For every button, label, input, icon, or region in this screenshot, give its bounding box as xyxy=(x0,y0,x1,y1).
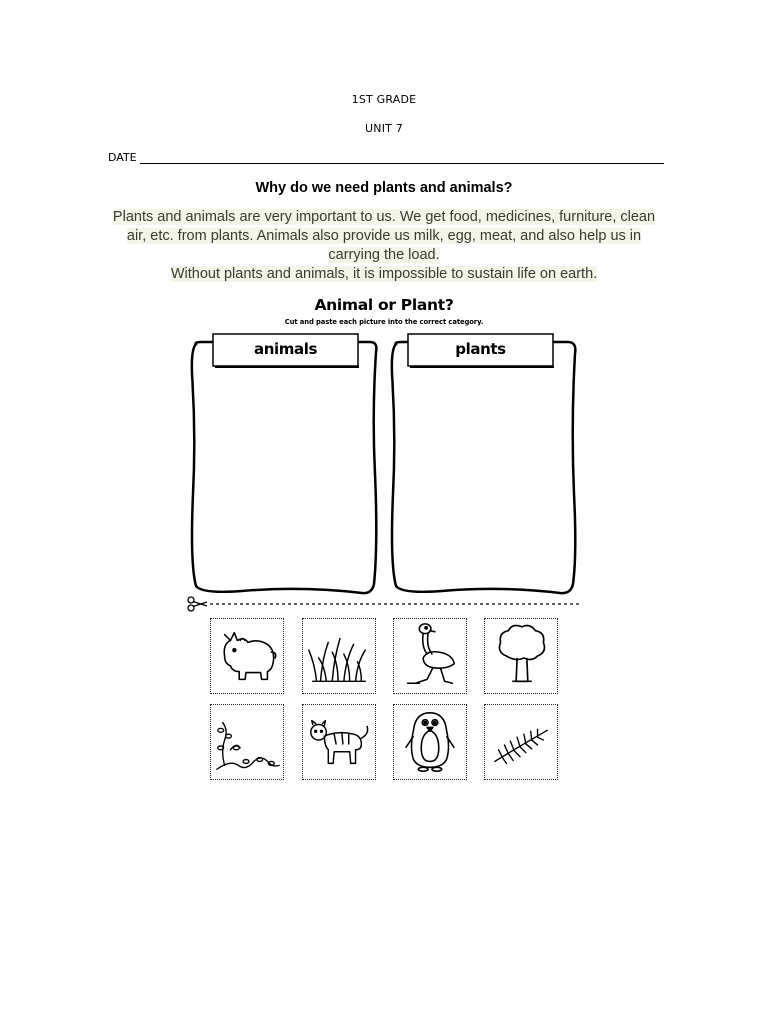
date-label: DATE xyxy=(108,151,137,164)
animal-or-plant-worksheet xyxy=(182,294,586,784)
worksheet-instructions: Cut and paste each picture into the correct category. xyxy=(284,318,484,326)
picture-card-tree[interactable] xyxy=(484,618,558,694)
fern-leaf-icon xyxy=(485,705,557,779)
picture-card-ostrich[interactable] xyxy=(393,618,467,694)
page-question-title: Why do we need plants and animals? xyxy=(255,180,513,196)
grass-icon xyxy=(303,619,375,693)
animals-box-frame xyxy=(192,342,377,593)
intro-paragraph-2: Without plants and animals, it is impossible to sustain life on earth. xyxy=(170,266,598,282)
worksheet-title: Animal or Plant? xyxy=(314,296,454,314)
grade-heading: 1ST GRADE xyxy=(351,93,417,106)
picture-card-fern[interactable] xyxy=(484,704,558,780)
tree-icon xyxy=(485,619,557,693)
picture-card-rhino[interactable] xyxy=(210,618,284,694)
ostrich-icon xyxy=(394,619,466,693)
category-label-animals: animals xyxy=(254,340,317,358)
rhino-icon xyxy=(211,619,283,693)
cut-line xyxy=(182,594,586,614)
picture-card-grass[interactable] xyxy=(302,618,376,694)
date-underline xyxy=(140,154,664,164)
penguin-icon xyxy=(394,705,466,779)
plants-box-frame xyxy=(392,342,576,593)
vine-icon xyxy=(211,705,283,779)
picture-card-penguin[interactable] xyxy=(393,704,467,780)
intro-text xyxy=(104,208,664,284)
picture-card-tiger[interactable] xyxy=(302,704,376,780)
tiger-icon xyxy=(303,705,375,779)
scissors-icon xyxy=(188,597,207,611)
intro-paragraph-1: Plants and animals are very important to us. We get food, medicines, furniture, clean air, etc. from plants. Animals also provide us milk, egg, meat, and also help us in carrying the load. xyxy=(112,209,656,263)
category-label-plants: plants xyxy=(455,340,506,358)
unit-heading: UNIT 7 xyxy=(365,122,403,135)
picture-card-vine[interactable] xyxy=(210,704,284,780)
date-field xyxy=(108,151,664,164)
